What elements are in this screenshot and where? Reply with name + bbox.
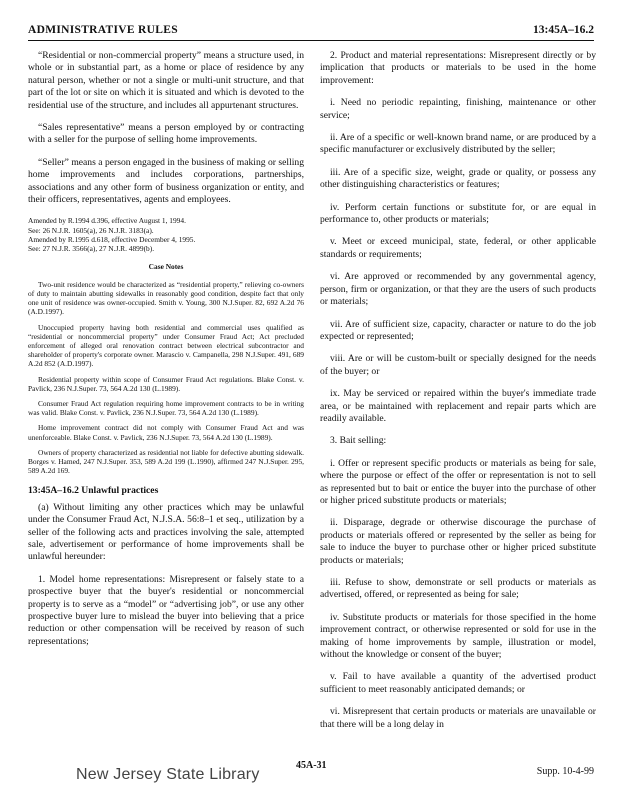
- sub-item: iv. Substitute products or materials for those specified in the home improvement contract, or otherwise represented or sold for use in the making of home improvements by sample, illustration or model, without the knowledge or consent of the buyer;: [320, 611, 596, 661]
- sub-item: v. Fail to have available a quantity of the advertised product sufficient to meet reasonably anticipated demands; or: [320, 671, 596, 695]
- sub-item: ix. May be serviced or repaired within the buyer's immediate trade area, or be maintained with replacement and repair parts which are readily available.: [320, 388, 596, 424]
- history-line: Amended by R.1995 d.618, effective December 4, 1995.: [28, 234, 196, 244]
- case-note: Residential property within scope of Consumer Fraud Act regulations. Blake Const. v. Pavlick, 236 N.J.Super. 73, 564 A.2d 130 (L.1989).: [28, 374, 304, 393]
- library-watermark: New Jersey State Library: [76, 766, 260, 783]
- sub-item: iii. Are of a specific size, weight, grade or quality, or possess any other distinguishing characteristics or features;: [320, 166, 596, 191]
- case-note: Unoccupied property having both residential and commercial uses qualified as “residential or noncommercial property” under Consumer Fraud Act; Act precluded enforcement of alleged oral renovation contract between electrical subcontractor and shareholder of property's corporate owner. Marascio v. Campanella, 298 N.J.Super. 491, 689 A.2d 852 (A.D.1997).: [28, 322, 304, 369]
- sub-item: iv. Perform certain functions or substitute for, or are equal in performance to, other products or materials;: [320, 201, 596, 226]
- section-subsection-a: (a) Without limiting any other practices which may be unlawful under the Consumer Fraud Act, N.J.S.A. 56:8–1 et seq., utilization by a seller of the following acts and practices involving the sale, attempted sale, advertisement or performance of home improvements shall be unlawful hereunder:: [28, 501, 304, 563]
- history-line: See: 26 N.J.R. 1605(a), 26 N.J.R. 3183(a).: [28, 225, 154, 235]
- sub-item: vi. Misrepresent that certain products or materials are unavailable or that there will be a long delay in: [320, 706, 596, 730]
- header-section-number: 13:45A–16.2: [532, 24, 594, 36]
- page-number: 45A-31: [296, 760, 327, 771]
- case-note: Home improvement contract did not comply with Consumer Fraud Act and was unenforceable. Blake Const. v. Pavlick, 236 N.J.Super. 73, 564 A.2d 130 (L.1989).: [28, 423, 304, 442]
- sub-item: i. Offer or represent specific products or materials as being for sale, where the purpose or effect of the offer or representation is not to sell as represented but to bait or entice the buyer into the purchase of other or higher priced substitute products or materials;: [320, 457, 596, 506]
- case-notes-title: Case Notes: [148, 262, 184, 272]
- sub-item: i. Need no periodic repainting, finishing, maintenance or other service;: [320, 97, 596, 121]
- header-title: ADMINISTRATIVE RULES: [28, 24, 178, 36]
- right-column: [320, 50, 596, 741]
- item-product-representations: 2. Product and material representations: Misrepresent directly or by implication that products or materials to be used in the home improvement:: [320, 50, 596, 86]
- case-note: Owners of property characterized as residential not liable for defective abutting sidewalk. Borges v. Hamed, 247 N.J.Super. 353, 589 A.2d 199 (L.1990), affirmed 247 N.J.Super. 295, 589 A.2d 169.: [28, 447, 304, 476]
- amendment-history: [28, 216, 304, 253]
- running-header: [28, 22, 594, 41]
- page-footer: [28, 760, 594, 790]
- definition-residential-property: “Residential or non-commercial property” means a structure used, in whole or in substantial part, as a home or place of residence by any natural person, whether or not a single or multi-unit structure, and that part of the lot or site on which it is situated and which is devoted to the residential use of the structure, and includes all appurtenant structures.: [28, 50, 304, 111]
- item-model-home: 1. Model home representations: Misrepresent or falsely state to a prospective buyer that the buyer's residential or noncommercial property is to serve as a “model” or “advertising job”, or use any other prospective buyer lure to mislead the buyer into believing that a price reduction or other compensation will be received by reason of such representations;: [28, 573, 304, 647]
- sub-item: vi. Are approved or recommended by any governmental agency, person, firm or organization, or that they are the users of such products or materials;: [320, 271, 596, 308]
- case-note: Two-unit residence would be characterized as “residential property,” relieving co-owners of duty to maintain abutting sidewalks in reasonably good condition, despite fact that only one unit of residence was owner-occupied. Smith v. Young, 300 N.J.Super. 82, 692 A.2d 76 (A.D.1997).: [28, 279, 304, 317]
- supplement-date: Supp. 10-4-99: [536, 766, 594, 777]
- definition-sales-representative: “Sales representative” means a person employed by or contracting with a seller for the purpose of selling home improvements.: [28, 122, 304, 146]
- sub-item: ii. Disparage, degrade or otherwise discourage the purchase of products or materials offered or represented by the seller as being for sale to induce the buyer to purchase other or higher priced substitute products or materials;: [320, 517, 596, 566]
- history-line: See: 27 N.J.R. 3566(a), 27 N.J.R. 4899(b).: [28, 244, 155, 254]
- definition-seller: “Seller” means a person engaged in the business of making or selling home improvements and includes corporations, partnerships, associations and any other form of business organization or entity, and their officers, representatives, agents and employees.: [28, 156, 304, 206]
- sub-item: iii. Refuse to show, demonstrate or sell products or materials as advertised, offered, or represented as being for sale;: [320, 577, 596, 601]
- case-note: Consumer Fraud Act regulation requiring home improvement contracts to be in writing was valid. Blake Const. v. Pavlick, 236 N.J.Super. 73, 564 A.2d 130 (L.1989).: [28, 398, 304, 418]
- history-line: Amended by R.1994 d.396, effective August 1, 1994.: [28, 216, 186, 226]
- sub-item: viii. Are or will be custom-built or specially designed for the needs of the buyer; or: [320, 353, 596, 377]
- left-column: [28, 50, 304, 658]
- sub-item: ii. Are of a specific or well-known brand name, or are produced by a specific manufacturer or exclusively distributed by the seller;: [320, 132, 596, 156]
- sub-item: v. Meet or exceed municipal, state, federal, or other applicable standards or requirements;: [320, 236, 596, 260]
- section-heading: 13:45A–16.2 Unlawful practices: [28, 485, 159, 497]
- item-bait-selling: 3. Bait selling:: [330, 435, 387, 447]
- sub-item: vii. Are of sufficient size, capacity, character or nature to do the job expected or represented;: [320, 318, 596, 342]
